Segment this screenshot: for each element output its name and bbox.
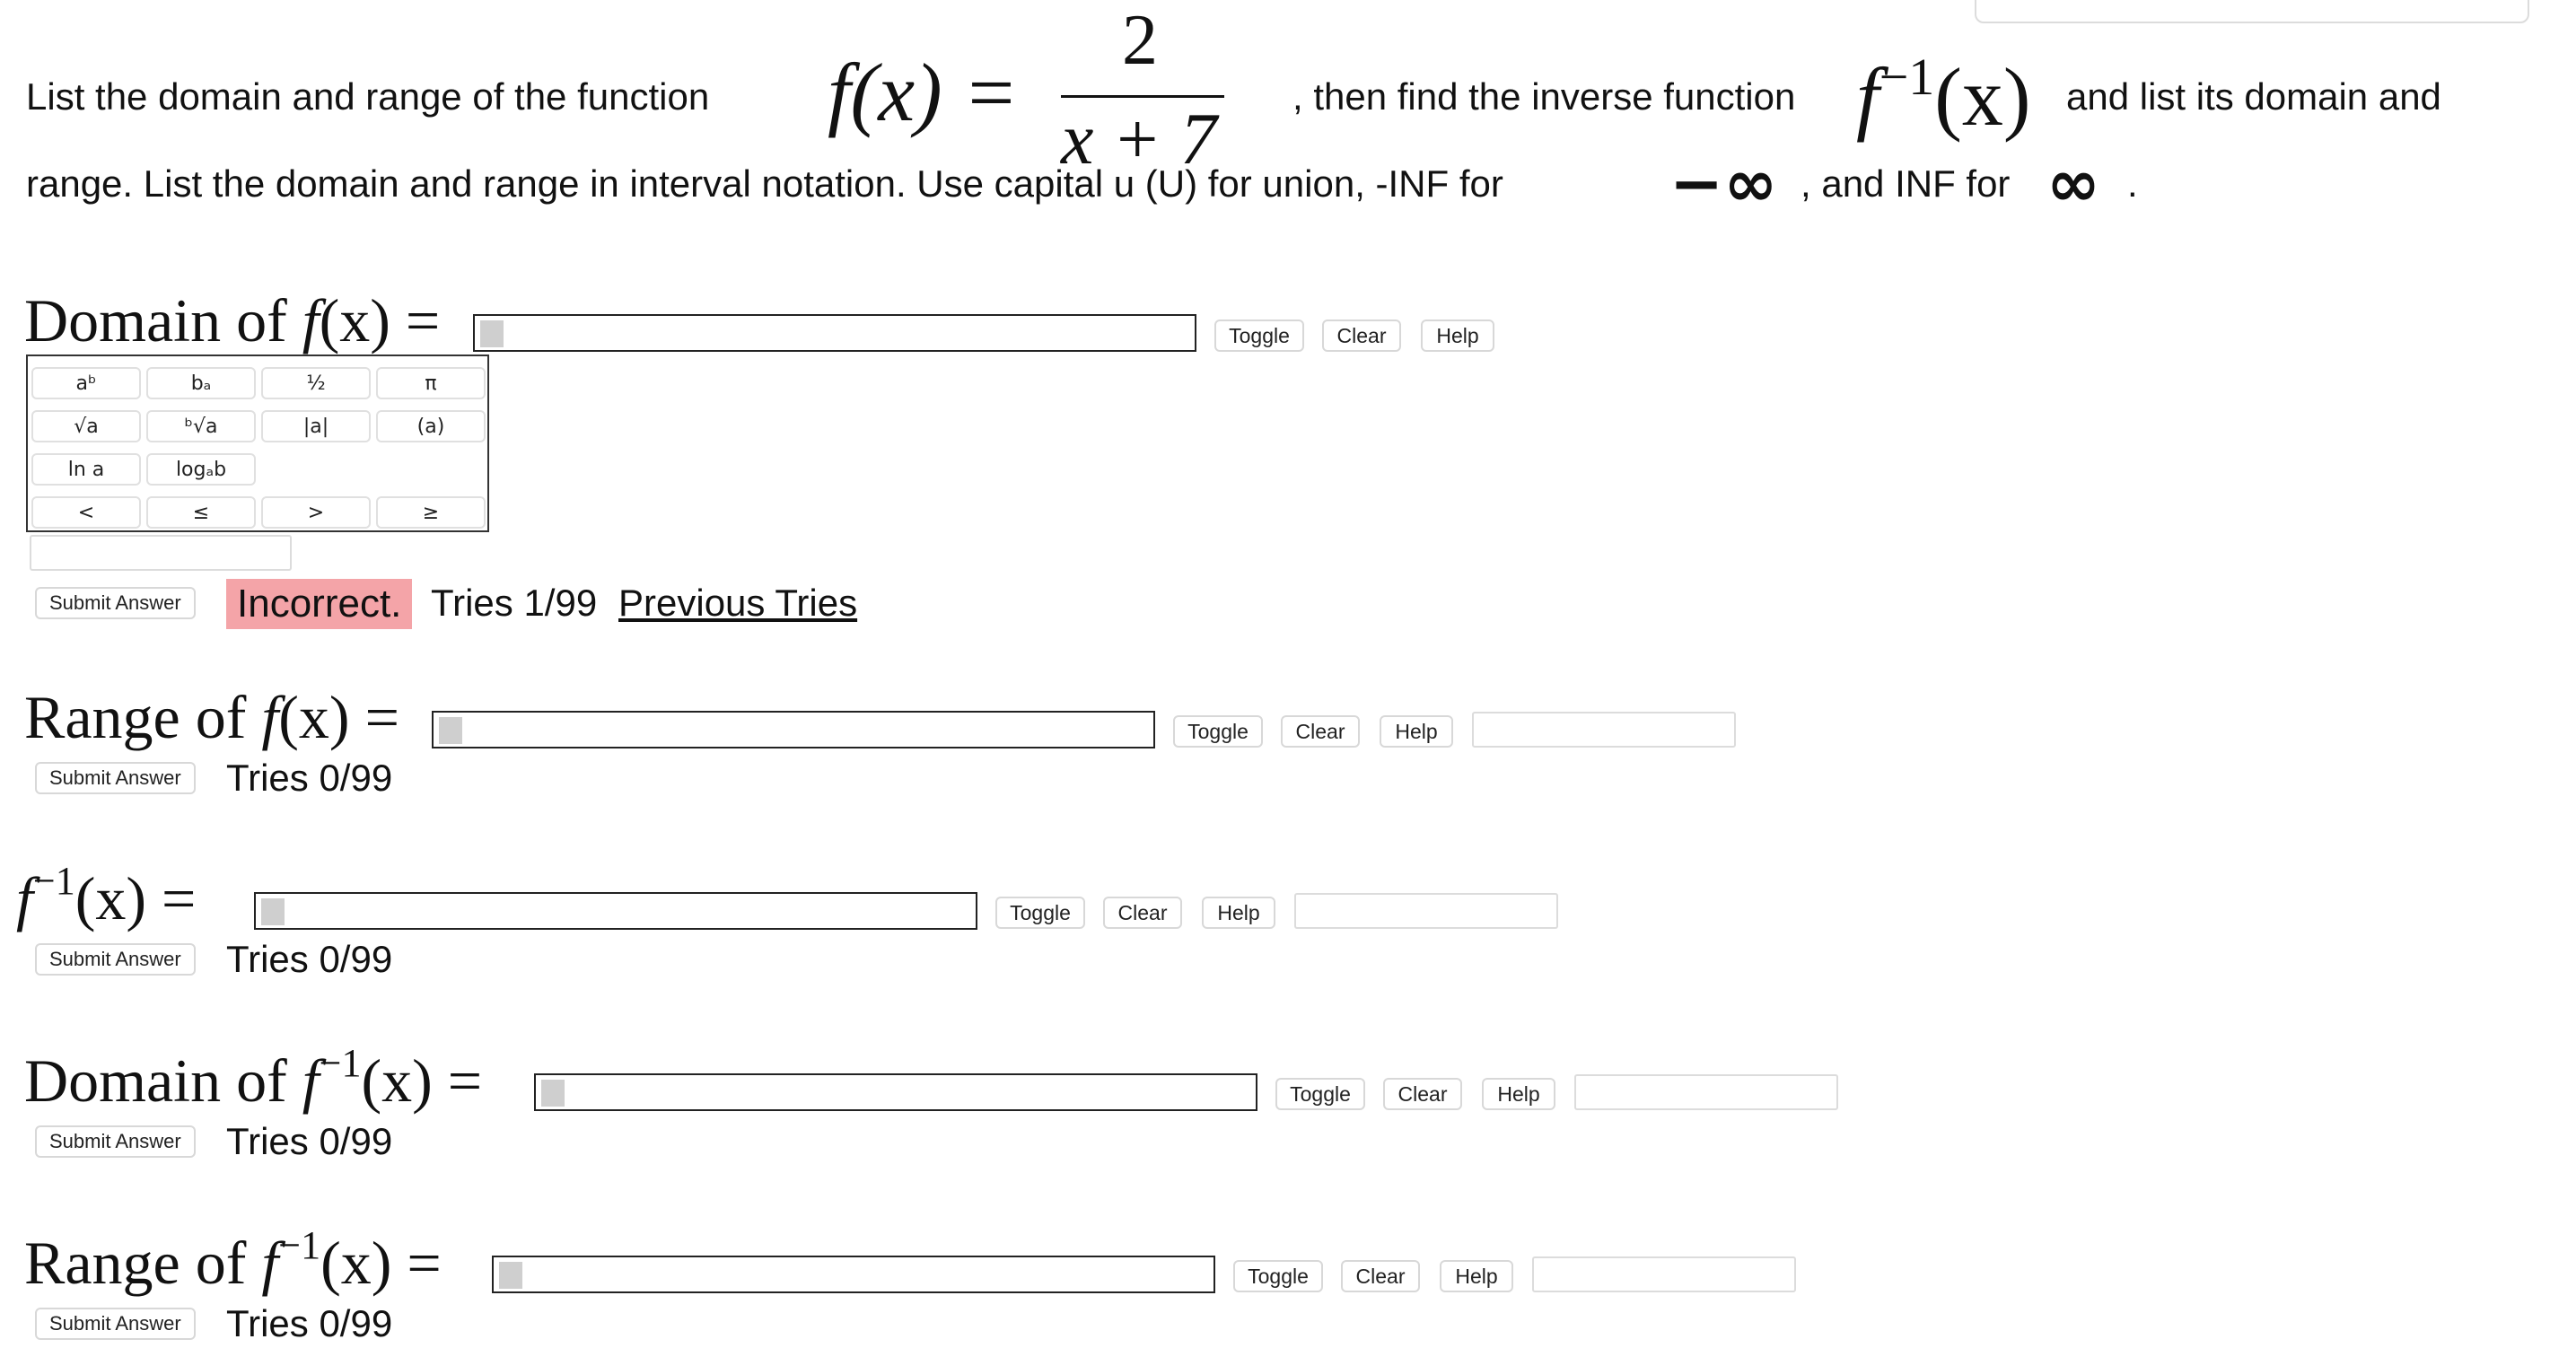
key-less-than[interactable]: <	[31, 496, 141, 529]
range-f-label: Range of f(x) =	[24, 683, 399, 751]
range-f-toggle-button[interactable]: Toggle	[1173, 715, 1263, 748]
domain-inverse-toggle-button[interactable]: Toggle	[1275, 1078, 1365, 1110]
domain-f-submit-button[interactable]: Submit Answer	[35, 587, 196, 619]
range-inverse-label: Range of $f^{-1}(x)$ =	[24, 1223, 442, 1297]
key-subscript[interactable]: bₐ	[146, 367, 256, 399]
key-log[interactable]: logₐb	[146, 453, 256, 486]
key-fraction[interactable]: ½	[261, 367, 371, 399]
domain-f-input[interactable]	[473, 314, 1196, 352]
inverse-help-button[interactable]: Help	[1202, 897, 1275, 929]
domain-inverse-clear-button[interactable]: Clear	[1383, 1078, 1462, 1110]
range-inverse-input[interactable]	[492, 1256, 1215, 1293]
input-cursor	[499, 1262, 522, 1289]
input-cursor	[439, 717, 462, 744]
prompt-text-3: and list its domain and	[2066, 75, 2441, 118]
inverse-input[interactable]	[254, 892, 977, 930]
function-fx: f(x) =	[828, 47, 1019, 138]
range-inverse-submit-button[interactable]: Submit Answer	[35, 1308, 196, 1340]
range-inverse-toggle-button[interactable]: Toggle	[1233, 1260, 1323, 1292]
domain-f-help-button[interactable]: Help	[1421, 319, 1494, 352]
range-inverse-help-button[interactable]: Help	[1440, 1260, 1513, 1292]
range-inverse-clear-button[interactable]: Clear	[1341, 1260, 1420, 1292]
key-pi[interactable]: π	[376, 367, 486, 399]
inverse-label: $f^{-1}(x)$ =	[16, 859, 197, 932]
key-parens[interactable]: (a)	[376, 410, 486, 442]
inverse-toggle-button[interactable]: Toggle	[995, 897, 1085, 929]
domain-f-toggle-button[interactable]: Toggle	[1214, 319, 1304, 352]
pos-infinity-symbol: ∞	[2046, 145, 2100, 221]
key-ln[interactable]: ln a	[31, 453, 141, 486]
domain-inverse-preview	[1574, 1074, 1838, 1110]
prompt-text-line2: range. List the domain and range in interval notation. Use capital u (U) for union, -INF for	[26, 162, 1503, 205]
prompt-text-line2-end: .	[2127, 162, 2138, 205]
incorrect-badge: Incorrect.	[226, 579, 412, 629]
domain-f-clear-button[interactable]: Clear	[1322, 319, 1401, 352]
domain-inverse-label: Domain of $f^{-1}(x)$ =	[24, 1041, 483, 1115]
domain-inverse-help-button[interactable]: Help	[1482, 1078, 1555, 1110]
key-nth-root[interactable]: ᵇ√a	[146, 410, 256, 442]
range-f-preview	[1472, 712, 1736, 748]
prompt-text-1: List the domain and range of the function	[26, 75, 710, 118]
key-greater-equal[interactable]: ≥	[376, 496, 486, 529]
previous-tries-link[interactable]: Previous Tries	[618, 582, 858, 624]
inverse-preview	[1294, 893, 1558, 929]
key-less-equal[interactable]: ≤	[146, 496, 256, 529]
inverse-clear-button[interactable]: Clear	[1103, 897, 1182, 929]
range-f-clear-button[interactable]: Clear	[1281, 715, 1360, 748]
input-cursor	[480, 320, 504, 347]
input-cursor	[541, 1080, 565, 1107]
fraction-denominator: x + 7	[1061, 98, 1217, 179]
domain-f-tries: Tries 1/99	[431, 582, 598, 624]
neg-infinity-symbol: −∞	[1669, 145, 1778, 221]
fraction-numerator: 2	[1122, 1, 1158, 80]
range-f-tries: Tries 0/99	[226, 757, 393, 799]
range-inverse-tries: Tries 0/99	[226, 1302, 393, 1344]
range-f-help-button[interactable]: Help	[1380, 715, 1453, 748]
top-toolbar-edge	[1975, 0, 2529, 23]
input-cursor	[261, 898, 285, 925]
key-sqrt[interactable]: √a	[31, 410, 141, 442]
prompt-text-2: , then find the inverse function	[1292, 75, 1796, 118]
prompt-text-line2-mid: , and INF for	[1801, 162, 2011, 205]
inverse-function-symbol: $f^{-1}(x)$	[1856, 48, 2031, 143]
domain-inverse-input[interactable]	[534, 1073, 1257, 1111]
range-inverse-preview	[1532, 1256, 1796, 1292]
key-power[interactable]: aᵇ	[31, 367, 141, 399]
inverse-tries: Tries 0/99	[226, 938, 393, 980]
domain-inverse-submit-button[interactable]: Submit Answer	[35, 1125, 196, 1158]
domain-inverse-tries: Tries 0/99	[226, 1120, 393, 1162]
key-abs[interactable]: |a|	[261, 410, 371, 442]
math-keypad	[26, 355, 489, 532]
domain-f-label: Domain of f(x) =	[24, 286, 441, 355]
inverse-submit-button[interactable]: Submit Answer	[35, 943, 196, 976]
range-f-submit-button[interactable]: Submit Answer	[35, 762, 196, 794]
domain-f-preview	[30, 535, 292, 571]
key-greater-than[interactable]: >	[261, 496, 371, 529]
range-f-input[interactable]	[432, 711, 1155, 748]
